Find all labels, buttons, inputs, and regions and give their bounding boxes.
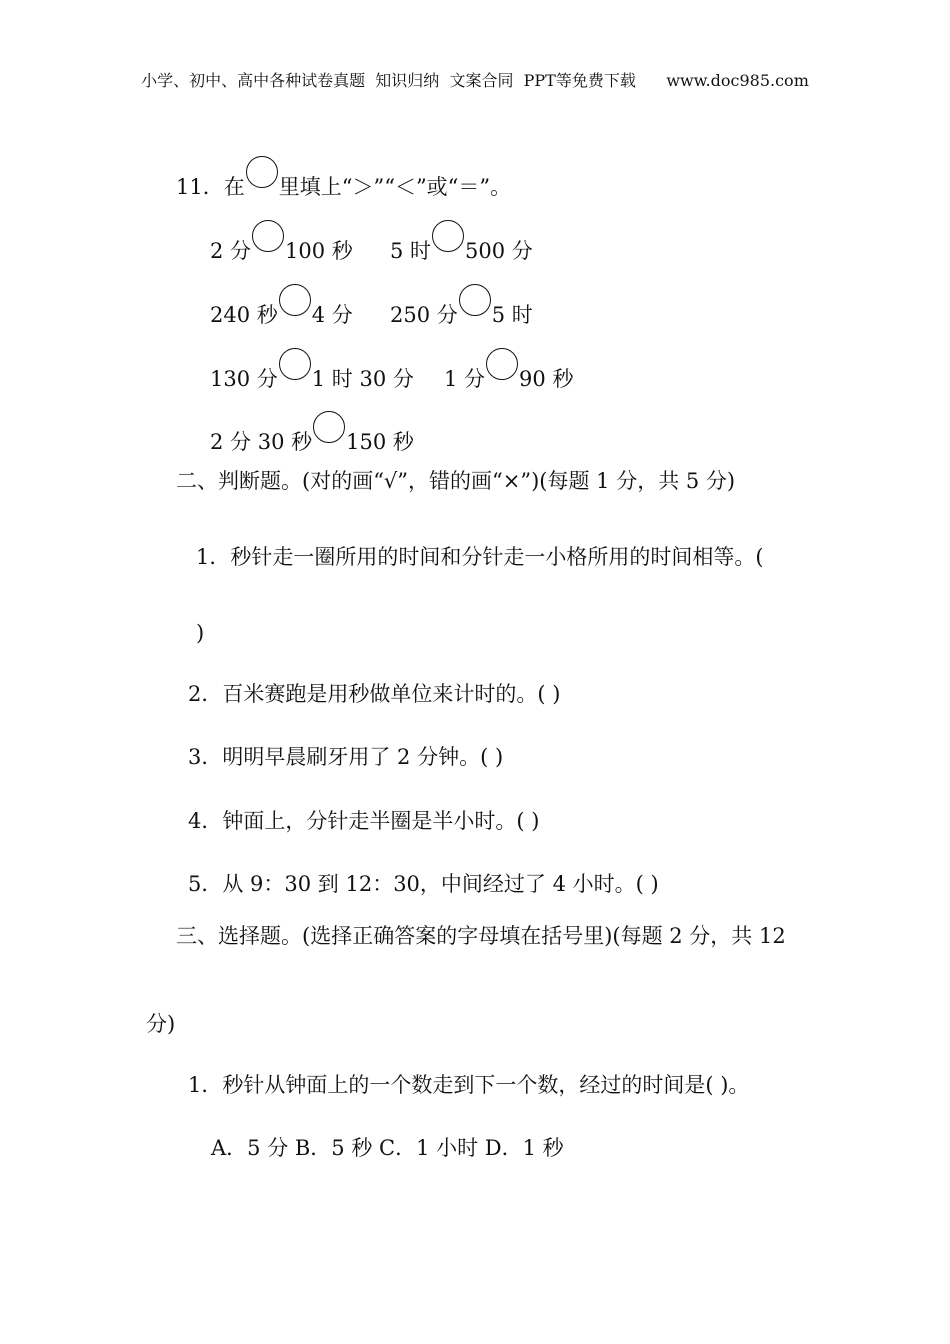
q11-lead: 11．在 (176, 175, 245, 199)
judge-item-2: 2．百米赛跑是用秒做单位来计时的。( ) (188, 682, 561, 706)
answer-circle[interactable] (252, 220, 284, 252)
q11-row-3 (210, 348, 414, 393)
section-3-title: 三、选择题。(选择正确答案的字母填在括号里)(每题 2 分，共 12 (176, 924, 786, 948)
judge-item-1-cont: ) (196, 621, 205, 645)
choice-options: A．5 分 B．5 秒 C．1 小时 D．1 秒 (211, 1136, 564, 1160)
q11-tail: 里填上“＞”“＜”或“＝”。 (278, 175, 512, 199)
q11-right-value: 150 秒 (346, 430, 414, 454)
q11-left-value: 250 分 (390, 303, 458, 327)
q11-left-value: 2 分 (210, 239, 252, 263)
judge-item-1: 1．秒针走一圈所用的时间和分针走一小格所用的时间相等。( (196, 545, 764, 569)
q11-row-1 (210, 220, 353, 265)
q11-right-value: 1 时 30 分 (311, 367, 414, 391)
q11-row-2 (210, 284, 353, 329)
q11-left-value: 2 分 30 秒 (210, 430, 313, 454)
answer-circle[interactable] (313, 411, 345, 443)
q11-heading (176, 156, 511, 201)
choice-question-1: 1．秒针从钟面上的一个数走到下一个数，经过的时间是( )。 (188, 1073, 750, 1097)
answer-circle[interactable] (246, 156, 278, 188)
q11-left-value: 130 分 (210, 367, 278, 391)
q11-row-4 (210, 411, 414, 456)
judge-item-5: 5．从 9：30 到 12：30，中间经过了 4 小时。( ) (188, 872, 659, 896)
judge-item-3: 3．明明早晨刷牙用了 2 分钟。( ) (188, 745, 504, 769)
answer-circle[interactable] (486, 348, 518, 380)
answer-circle[interactable] (279, 284, 311, 316)
section-3-title-cont: 分) (146, 1012, 176, 1036)
q11-right-value: 500 分 (465, 239, 533, 263)
q11-row-1b (390, 220, 533, 265)
judge-item-4: 4．钟面上，分针走半圈是半小时。( ) (188, 809, 540, 833)
q11-right-value: 90 秒 (519, 367, 574, 391)
q11-left-value: 240 秒 (210, 303, 278, 327)
answer-circle[interactable] (279, 348, 311, 380)
q11-right-value: 100 秒 (285, 239, 353, 263)
page-header: 小学、初中、高中各种试卷真题 知识归纳 文案合同 PPT等免费下载 www.doc985.com (141, 71, 809, 90)
q11-left-value: 5 时 (390, 239, 432, 263)
q11-right-value: 4 分 (311, 303, 353, 327)
answer-circle[interactable] (432, 220, 464, 252)
q11-row-2b (390, 284, 533, 329)
section-2-title: 二、判断题。(对的画“√”，错的画“×”)(每题 1 分，共 5 分) (176, 469, 736, 493)
q11-left-value: 1 分 (444, 367, 486, 391)
answer-circle[interactable] (459, 284, 491, 316)
q11-row-3b (444, 348, 573, 393)
q11-right-value: 5 时 (491, 303, 533, 327)
